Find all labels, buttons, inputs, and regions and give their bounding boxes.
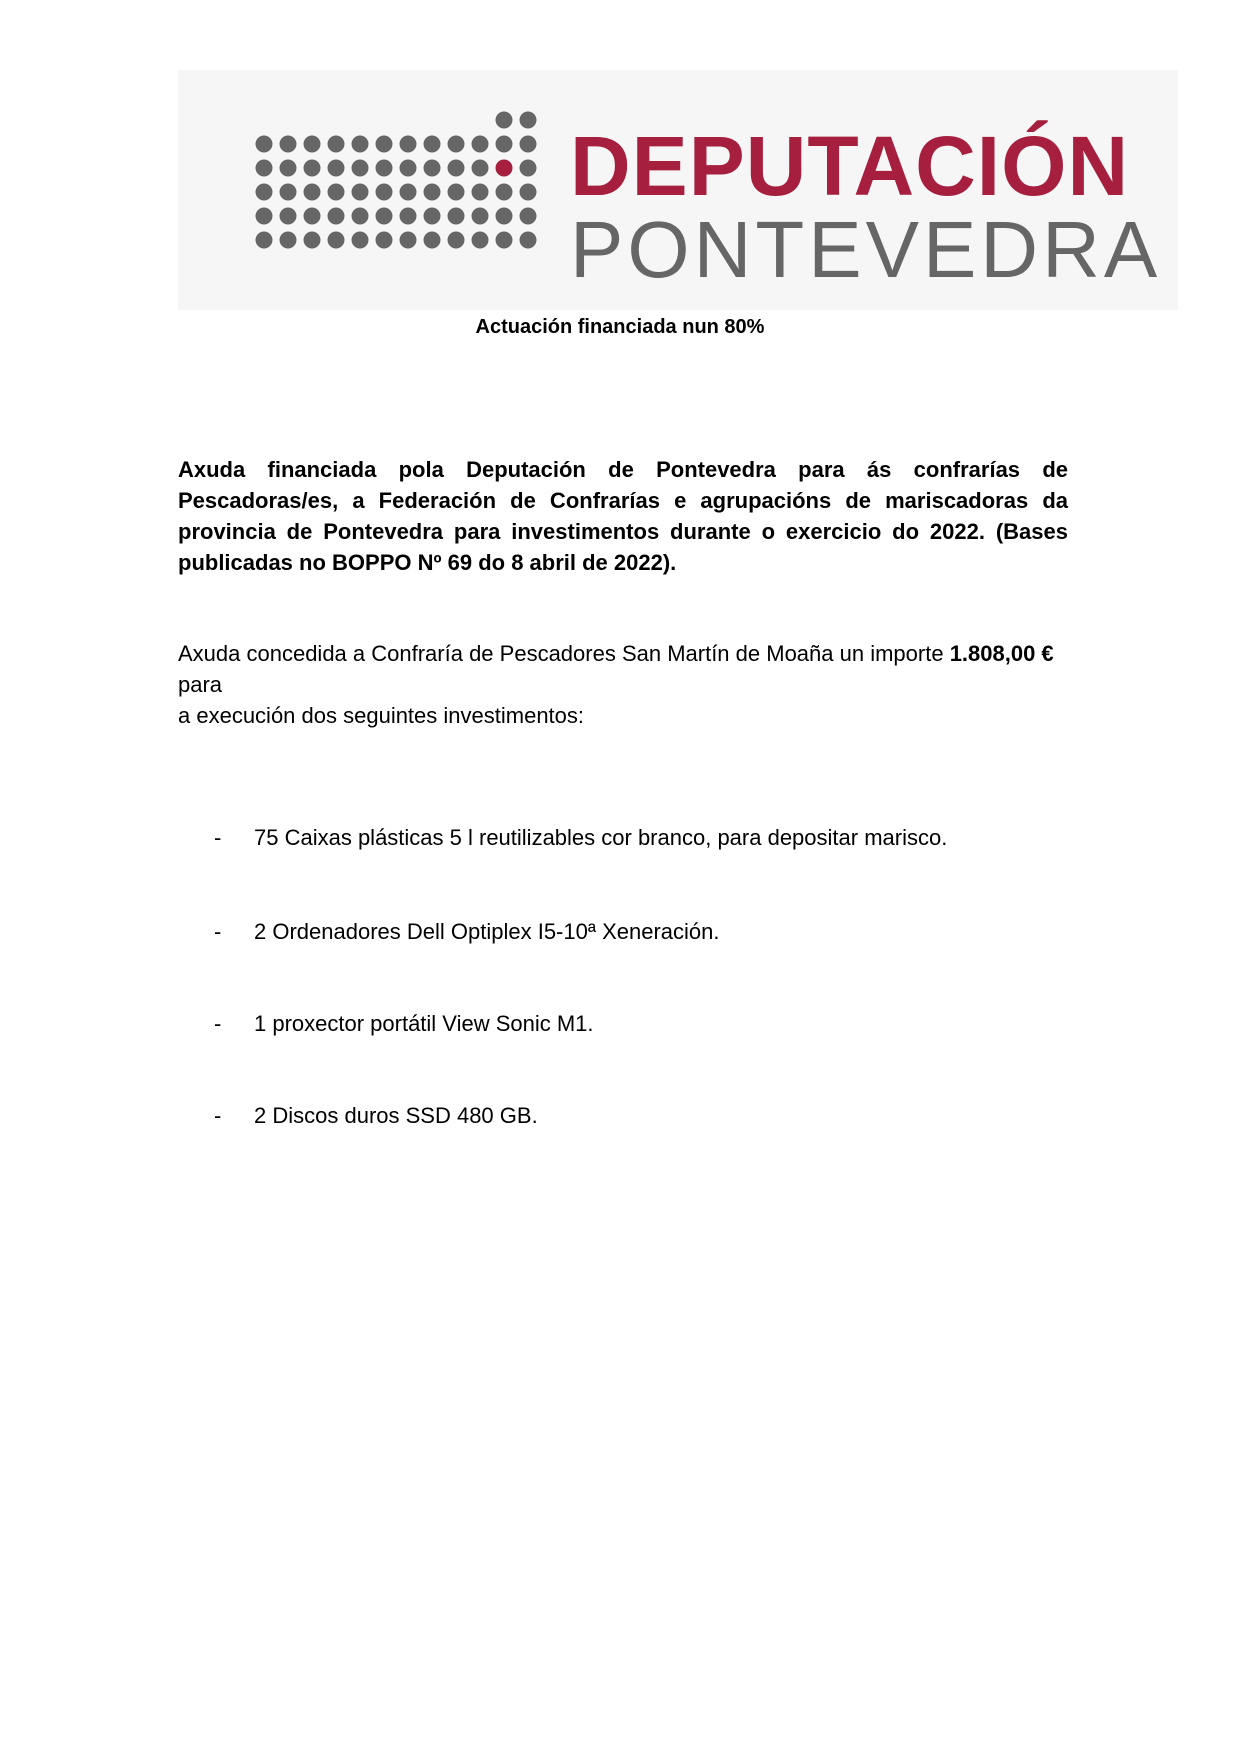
logo-dot xyxy=(400,136,417,153)
logo-dot xyxy=(376,160,393,177)
logo-dot xyxy=(352,160,369,177)
logo-dot xyxy=(448,232,465,249)
logo-dot xyxy=(352,232,369,249)
investment-list-item xyxy=(214,917,720,947)
logo-dot xyxy=(376,136,393,153)
logo-dot xyxy=(352,184,369,201)
aid-heading: Axuda financiada pola Deputación de Pontevedra para ás confrarías de Pescadoras/es, a Federación de Confrarías e agrupacións de mariscadoras da provincia de Pontevedra para investimentos durante o exercicio do 2022. (Bases publicadas no BOPPO Nº 69 do 8 abril de 2022). xyxy=(178,457,1068,575)
list-dash: - xyxy=(214,825,222,850)
logo-dot xyxy=(256,184,273,201)
logo-dot xyxy=(352,136,369,153)
logo-dot xyxy=(472,160,489,177)
logo-dot xyxy=(280,208,297,225)
logo-dot xyxy=(328,160,345,177)
investment-text: 2 Discos duros SSD 480 GB. xyxy=(254,1103,538,1128)
logo-dot xyxy=(400,208,417,225)
logo-dot xyxy=(520,112,537,129)
investment-text: 2 Ordenadores Dell Optiplex I5-10ª Xeneración. xyxy=(254,919,720,944)
logo-dot xyxy=(424,184,441,201)
logo-dot xyxy=(280,184,297,201)
financing-note: Actuación financiada nun 80% xyxy=(475,316,765,338)
grant-amount: 1.808,00 € xyxy=(949,641,1054,666)
investment-list-item xyxy=(214,1101,538,1131)
logo-word-deputacion: DEPUTACIÓN xyxy=(570,119,1130,213)
grant-line-1 xyxy=(178,638,1078,700)
list-dash: - xyxy=(214,919,222,944)
logo-dot xyxy=(304,184,321,201)
logo-dot xyxy=(304,160,321,177)
logo-dot xyxy=(376,232,393,249)
logo-dot xyxy=(472,184,489,201)
logo-dot xyxy=(448,208,465,225)
logo-dot xyxy=(520,136,537,153)
logo-dot xyxy=(304,208,321,225)
logo-dot xyxy=(256,136,273,153)
logo-dot xyxy=(424,232,441,249)
logo-dot xyxy=(448,136,465,153)
investment-list-item xyxy=(214,1009,594,1039)
logo-dot xyxy=(328,208,345,225)
logo-dot xyxy=(400,184,417,201)
logo-dot xyxy=(496,184,513,201)
logo-word-pontevedra: PONTEVEDRA xyxy=(570,205,1162,294)
logo-dot xyxy=(520,208,537,225)
logo-dot xyxy=(496,160,513,177)
logo-dot xyxy=(376,184,393,201)
logo-dot xyxy=(472,136,489,153)
logo-dot xyxy=(448,184,465,201)
list-dash: - xyxy=(214,1011,222,1036)
logo-dot xyxy=(304,136,321,153)
logo-dot xyxy=(520,160,537,177)
grant-suffix: para xyxy=(178,672,223,697)
logo-dot xyxy=(400,160,417,177)
logo-dot xyxy=(424,136,441,153)
grant-prefix: Axuda concedida a Confraría de Pescadores San Martín de Moaña un importe xyxy=(178,641,950,666)
logo-dot xyxy=(424,208,441,225)
logo-dot xyxy=(448,160,465,177)
logo-dot xyxy=(280,160,297,177)
grant-line-2: a execución dos seguintes investimentos: xyxy=(178,703,585,728)
logo-dot xyxy=(256,232,273,249)
logo-dot xyxy=(328,232,345,249)
investment-list-item xyxy=(214,823,947,853)
logo-dot xyxy=(424,160,441,177)
logo-dot xyxy=(472,208,489,225)
grant-paragraph xyxy=(178,638,1078,731)
logo-dot xyxy=(328,184,345,201)
investment-text: 1 proxector portátil View Sonic M1. xyxy=(254,1011,594,1036)
logo-dot xyxy=(352,208,369,225)
logo-dot xyxy=(376,208,393,225)
list-dash: - xyxy=(214,1103,222,1128)
logo-dot xyxy=(304,232,321,249)
logo-dot xyxy=(520,232,537,249)
logo-dot xyxy=(256,208,273,225)
logo-dot xyxy=(496,208,513,225)
logo-dot xyxy=(328,136,345,153)
logo-dot xyxy=(256,160,273,177)
logo-dot xyxy=(400,232,417,249)
logo-dot-grid-icon xyxy=(178,70,558,310)
logo-dot xyxy=(496,136,513,153)
investment-text: 75 Caixas plásticas 5 l reutilizables cor branco, para depositar marisco. xyxy=(254,825,948,850)
logo-banner xyxy=(178,70,1178,310)
logo-dot xyxy=(472,232,489,249)
logo-dot xyxy=(280,232,297,249)
logo-dot xyxy=(496,112,513,129)
logo-dot xyxy=(520,184,537,201)
logo-dot xyxy=(280,136,297,153)
logo-dot xyxy=(496,232,513,249)
